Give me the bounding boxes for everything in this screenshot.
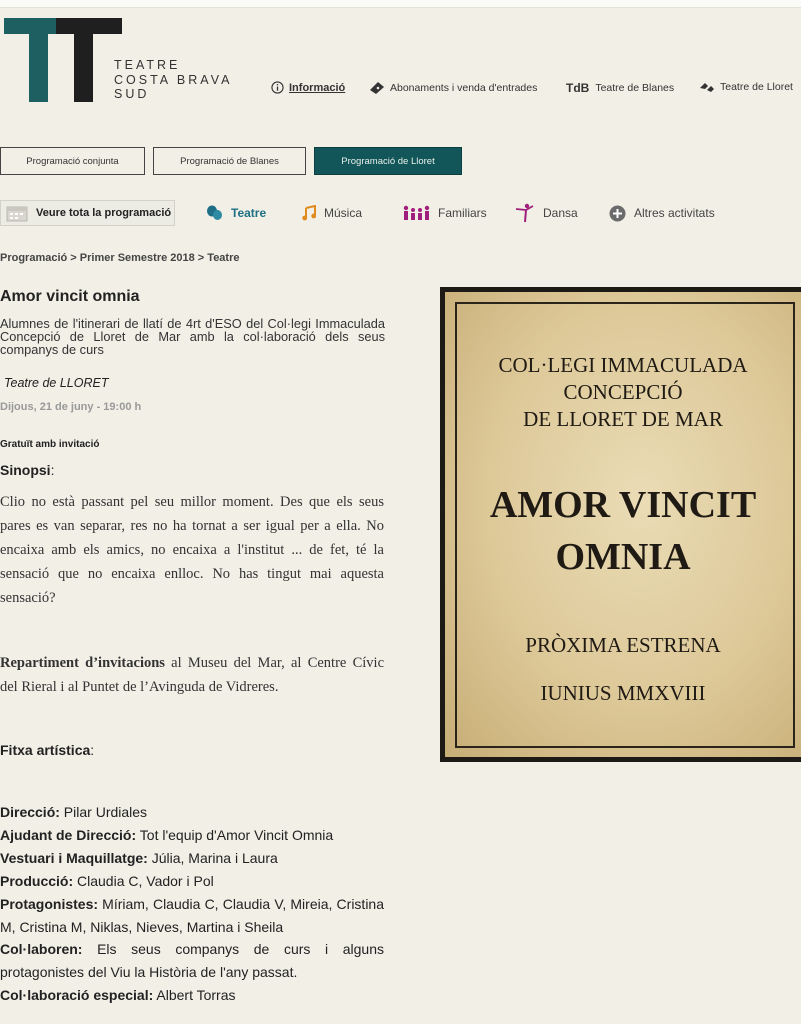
- sinopsi-heading-label: Sinopsi: [0, 462, 51, 478]
- repartiment-label: Repartiment d’invitacions: [0, 655, 165, 671]
- fitxa-artistica-heading: Fitxa artística:: [0, 742, 95, 758]
- credit-names: Els seus companys de curs i alguns protagonistes del Viu la Història de l'any passat.: [0, 941, 384, 981]
- poster-title: [445, 479, 801, 583]
- credit-names: Claudia C, Vador i Pol: [73, 872, 214, 889]
- poster-date: IUNIUS MMXVIII: [540, 681, 706, 705]
- nav-teatre-blanes[interactable]: [566, 81, 674, 95]
- credit-role: Col·laboren:: [0, 941, 83, 958]
- category-filter-bar: [0, 200, 801, 226]
- credits-list: [0, 801, 384, 1007]
- poster-title-line: OMNIA: [555, 536, 691, 578]
- dancer-icon: [515, 203, 535, 223]
- event-venue: Teatre de LLORET: [4, 376, 109, 390]
- calendar-icon: [6, 204, 28, 222]
- tdl-logo-icon: [699, 81, 715, 93]
- plus-circle-icon: [609, 205, 626, 222]
- poster-estrena: PRÒXIMA ESTRENA: [525, 633, 721, 657]
- logo-line-3: SUD: [114, 87, 150, 101]
- category-dansa-label: Dansa: [543, 206, 578, 220]
- event-subtitle: Alumnes de l'itinerari de llatí de 4rt d'ESO del Col·legi Immaculada Concepció de Lloret de Mar amb la col·laboració dels seus companys de curs: [0, 316, 385, 357]
- credit-role: Vestuari i Maquillatge:: [0, 849, 148, 866]
- theatre-masks-icon: [206, 205, 223, 221]
- tdb-logo: TdB: [566, 81, 590, 95]
- event-poster[interactable]: [440, 287, 801, 762]
- event-date: Dijous, 21 de juny - 19:00 h: [0, 401, 142, 413]
- repartiment-locations: al Museu del Mar, al Centre Cívic del Rieral i al Puntet de l’Avinguda de Vidreres.: [0, 655, 384, 695]
- credit-role: Col·laboració especial:: [0, 987, 154, 1004]
- nav-informacio[interactable]: [271, 81, 345, 94]
- nav-teatre-blanes-label: Teatre de Blanes: [595, 82, 675, 94]
- top-strip: [0, 0, 801, 8]
- sinopsi-heading: Sinopsi:: [0, 462, 55, 478]
- family-icon: [403, 205, 430, 221]
- repartiment-text: [0, 651, 384, 699]
- tab-programacio-conjunta[interactable]: Programació conjunta: [0, 147, 145, 175]
- nav-informacio-label: Informació: [289, 81, 346, 94]
- credit-names: Tot l'equip d'Amor Vincit Omnia: [136, 826, 334, 843]
- category-musica-label: Música: [324, 206, 363, 220]
- category-altres-label: Altres activitats: [634, 206, 715, 220]
- credit-names: Albert Torras: [153, 987, 236, 1004]
- nav-teatre-lloret-label: Teatre de Lloret: [720, 81, 793, 93]
- music-note-icon: [302, 205, 316, 221]
- credit-role: Producció:: [0, 872, 74, 889]
- view-all-programme-button[interactable]: [0, 200, 175, 226]
- ticket-icon: [369, 81, 385, 95]
- nav-abonaments[interactable]: [369, 81, 537, 95]
- poster-school-line: CONCEPCIÓ: [563, 380, 683, 404]
- category-familiars-label: Familiars: [438, 206, 487, 220]
- credit-names: Pilar Urdiales: [59, 804, 148, 820]
- category-teatre-label: Teatre: [231, 206, 267, 220]
- category-teatre[interactable]: [206, 200, 266, 226]
- credit-role: Protagonistes:: [0, 895, 99, 912]
- sinopsi-text: Clio no està passant pel seu millor moment. Des que els seus pares es van separar, res no ha tornat a ser igual per a ella. No encaixa amb els amics, no encaixa a l'institut ... de fet, té la sensació que no encaixa enlloc. No has tingut mai aquesta sensació?: [0, 494, 384, 606]
- logo-line-2: COSTA BRAVA: [114, 72, 233, 87]
- nav-teatre-lloret[interactable]: [699, 81, 793, 93]
- credit-names: Míriam, Claudia C, Claudia V, Mireia, Cristina M, Cristina M, Niklas, Nieves, Martina i Sheila: [0, 895, 384, 935]
- category-musica[interactable]: [302, 200, 362, 226]
- breadcrumb: Programació > Primer Semestre 2018 > Teatre: [0, 252, 240, 264]
- top-nav: [0, 81, 801, 99]
- poster-school-line: DE LLORET DE MAR: [523, 407, 723, 431]
- nav-abonaments-label: Abonaments i venda d'entrades: [390, 82, 538, 94]
- category-familiars[interactable]: [403, 200, 487, 226]
- poster-parchment: [445, 292, 801, 757]
- poster-title-line: AMOR VINCIT: [489, 484, 757, 526]
- credit-role: Direcció:: [0, 804, 60, 820]
- category-altres[interactable]: [609, 200, 715, 226]
- poster-school: [445, 352, 801, 433]
- info-icon: [271, 81, 284, 94]
- logo-line-1: TEATRE: [114, 58, 181, 72]
- tab-programacio-lloret[interactable]: Programació de Lloret: [314, 147, 462, 175]
- poster-school-line: COL·LEGI IMMACULADA: [498, 353, 748, 377]
- credit-role: Ajudant de Direcció:: [0, 826, 137, 843]
- event-price: Gratuït amb invitació: [0, 439, 100, 450]
- category-dansa[interactable]: [515, 200, 578, 226]
- tab-programacio-blanes[interactable]: Programació de Blanes: [153, 147, 306, 175]
- credit-names: Júlia, Marina i Laura: [147, 849, 278, 866]
- fitxa-artistica-label: Fitxa artística: [0, 742, 91, 758]
- event-title: Amor vincit omnia: [0, 288, 140, 305]
- view-all-programme-label: Veure tota la programació: [36, 207, 172, 219]
